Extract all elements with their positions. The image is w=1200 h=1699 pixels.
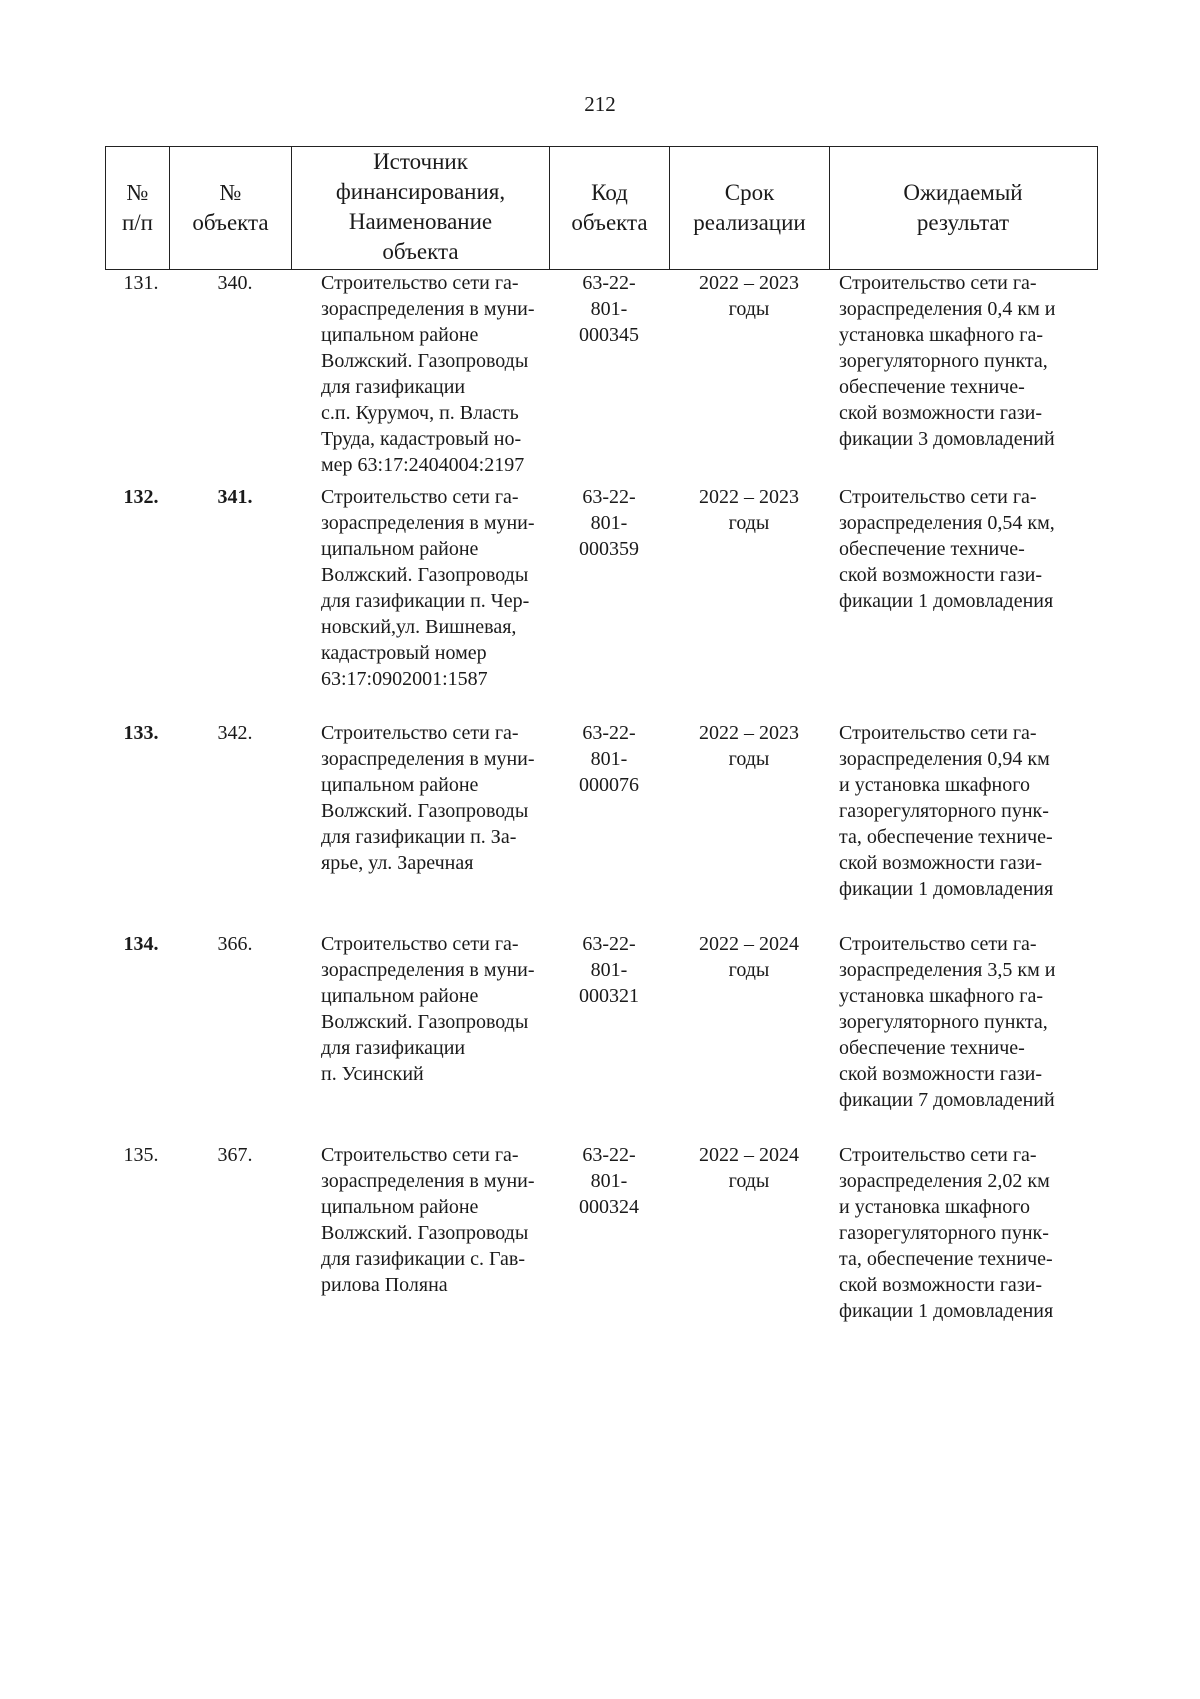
object-code: 63-22- 801- 000324 <box>579 1144 639 1218</box>
object-number: 340. <box>217 272 253 294</box>
table-row <box>105 720 1098 931</box>
table-header <box>105 146 1098 270</box>
header-funding-source: Источник финансирования, Наименование объекта <box>292 147 550 269</box>
implementation-term: 2022 – 2023 годы <box>699 722 799 770</box>
header-object-code: Код объекта <box>550 147 670 269</box>
header-object-number: № объекта <box>170 147 292 269</box>
object-code: 63-22- 801- 000321 <box>579 933 639 1007</box>
page-number: 212 <box>584 92 616 116</box>
table-row <box>105 931 1098 1142</box>
object-code: 63-22- 801- 000345 <box>579 272 639 346</box>
table-row <box>105 1142 1098 1342</box>
object-number: 342. <box>217 722 253 744</box>
header-expected-result: Ожидаемый результат <box>903 180 1023 235</box>
object-name: Строительство сети га- зораспределения в муни- ципальном районе Волжский. Газопроводы для газификации с.п. Курумоч, п. Власть Труда, кадастровый но- мер 63:17:2404004:2197 <box>321 272 535 476</box>
object-number: 367. <box>217 1144 253 1166</box>
expected-result: Строительство сети га- зораспределения 0,4 км и установка шкафного га- зорегуляторного пункта, обеспечение техниче- ской возможности гази- фикации 3 домовладений <box>839 272 1056 450</box>
object-name: Строительство сети га- зораспределения в муни- ципальном районе Волжский. Газопроводы для газификации п. Усинский <box>321 933 535 1085</box>
table-body <box>105 270 1098 1342</box>
table-row <box>105 484 1098 720</box>
row-number: 135. <box>123 1144 159 1166</box>
object-code: 63-22- 801- 000359 <box>579 486 639 560</box>
expected-result: Строительство сети га- зораспределения 0,94 км и установка шкафного газорегуляторного пунк- та, обеспечение техниче- ской возможности гази- фикации 1 домовладения <box>839 722 1054 900</box>
row-number: 131. <box>123 272 159 294</box>
implementation-term: 2022 – 2024 годы <box>699 1144 799 1192</box>
object-name: Строительство сети га- зораспределения в муни- ципальном районе Волжский. Газопроводы для газификации п. За- ярье, ул. Заречная <box>321 722 535 874</box>
expected-result: Строительство сети га- зораспределения 2,02 км и установка шкафного газорегуляторного пунк- та, обеспечение техниче- ской возможности гази- фикации 1 домовладения <box>839 1144 1054 1322</box>
row-number: 133. <box>123 722 159 744</box>
object-number: 366. <box>217 933 253 955</box>
object-name: Строительство сети га- зораспределения в муни- ципальном районе Волжский. Газопроводы для газификации п. Чер- новский,ул. Вишневая, кадастровый номер 63:17:0902001:1587 <box>321 486 535 690</box>
implementation-term: 2022 – 2024 годы <box>699 933 799 981</box>
header-row-number: № п/п <box>106 147 170 269</box>
table-row <box>105 270 1098 484</box>
implementation-term: 2022 – 2023 годы <box>699 486 799 534</box>
object-number: 341. <box>217 486 253 508</box>
row-number: 132. <box>123 486 159 508</box>
expected-result: Строительство сети га- зораспределения 0,54 км, обеспечение техниче- ской возможности гази- фикации 1 домовладения <box>839 486 1055 612</box>
header-term: Срок реализации <box>670 147 830 269</box>
row-number: 134. <box>123 933 159 955</box>
implementation-term: 2022 – 2023 годы <box>699 272 799 320</box>
object-code: 63-22- 801- 000076 <box>579 722 639 796</box>
object-name: Строительство сети га- зораспределения в муни- ципальном районе Волжский. Газопроводы для газификации с. Гав- рилова Поляна <box>321 1144 535 1296</box>
expected-result: Строительство сети га- зораспределения 3,5 км и установка шкафного га- зорегуляторного пункта, обеспечение техниче- ской возможности гази- фикации 7 домовладений <box>839 933 1056 1111</box>
